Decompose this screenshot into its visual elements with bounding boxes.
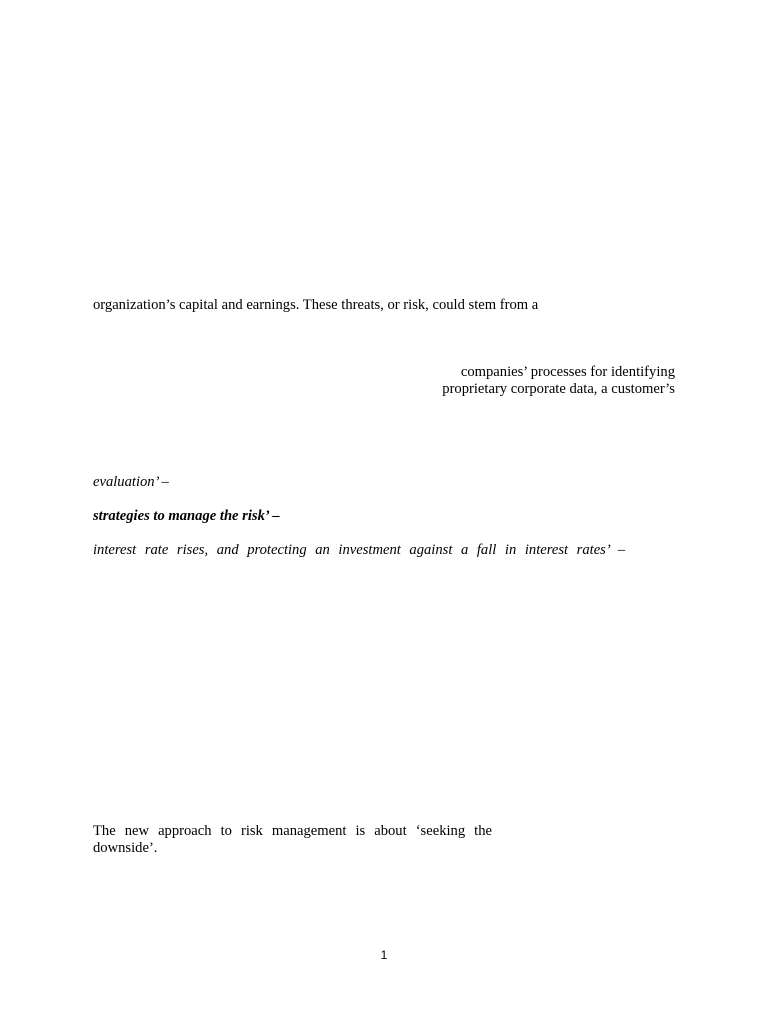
text-line-capital-earnings: organization’s capital and earnings. These threats, or risk, could stem from a	[93, 297, 539, 313]
text-line-companies-processes: companies’ processes for identifying	[460, 364, 675, 380]
text-line-new-approach-2: downside’.	[93, 840, 158, 856]
text-line-new-approach-1: The new approach to risk management is about ‘seeking the	[93, 823, 492, 839]
text-line-evaluation: evaluation’ –	[93, 474, 169, 490]
text-line-strategies: strategies to manage the risk’ –	[93, 508, 280, 524]
text-line-interest-rate: interest rate rises, and protecting an investment against a fall in interest rates’ –	[93, 542, 625, 558]
page-number: 1	[380, 948, 388, 962]
text-line-proprietary-data: proprietary corporate data, a customer’s	[442, 381, 675, 397]
